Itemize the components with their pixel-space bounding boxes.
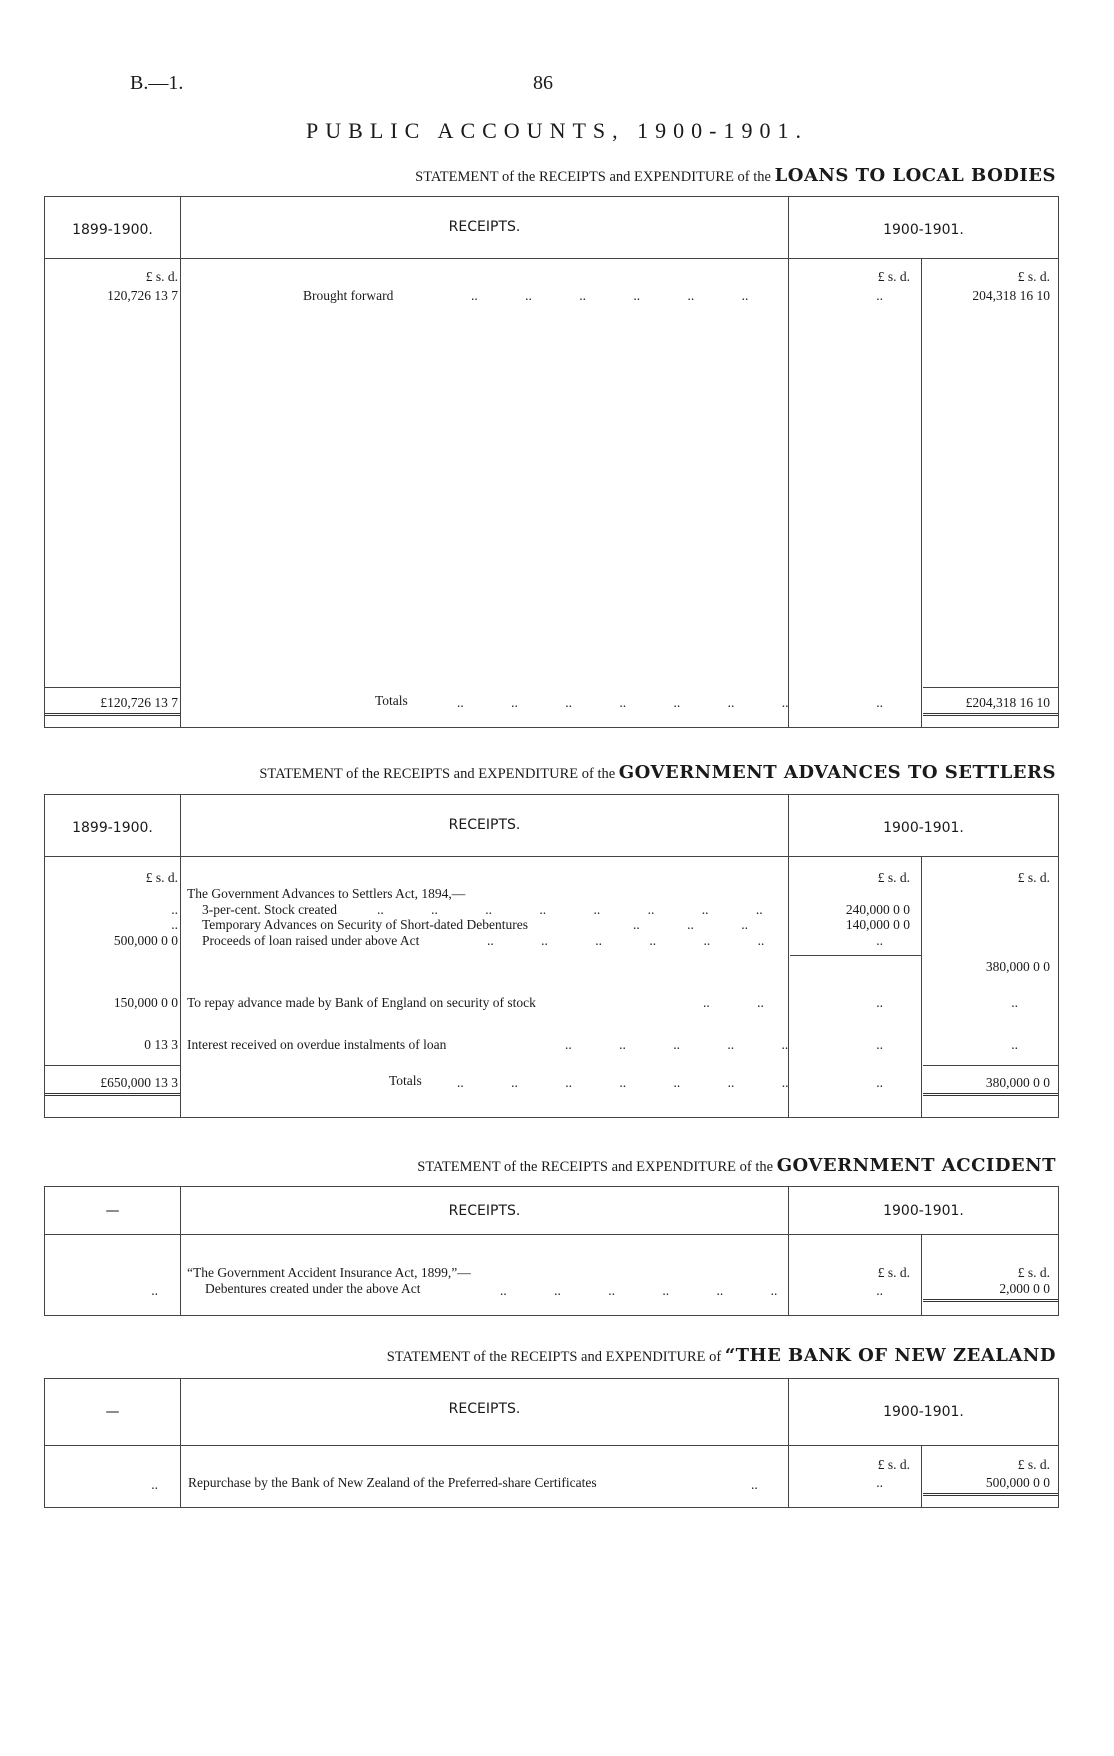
accident-heading bbox=[417, 1155, 1056, 1176]
loans-heading-bold: LOANS TO LOCAL BODIES bbox=[774, 165, 1056, 186]
advances-interest-label: Interest received on overdue instalments of loan bbox=[187, 1037, 447, 1052]
bank-heading-bold: “THE BANK OF NEW ZEALAND bbox=[724, 1345, 1056, 1366]
loans-prev-total: £120,726 13 7 bbox=[100, 695, 178, 710]
loans-mid-total: .. bbox=[876, 695, 883, 710]
advances-prev-total: £650,000 13 3 bbox=[100, 1075, 178, 1090]
loans-heading bbox=[415, 165, 1056, 186]
loans-units-prev: £ s. d. bbox=[145, 269, 178, 284]
advances-interest-leader: .. .. .. .. .. bbox=[565, 1037, 789, 1052]
advances-row2-prev: .. bbox=[171, 917, 178, 932]
bank-row-leader: .. bbox=[751, 1477, 758, 1492]
page-title: PUBLIC ACCOUNTS, 1900-1901. bbox=[306, 118, 808, 143]
loans-brought-leader: .. .. .. .. .. .. bbox=[471, 288, 749, 303]
loans-table bbox=[44, 196, 1059, 728]
advances-row3-mid: .. bbox=[876, 933, 883, 948]
loans-col-curr: 1900-1901. bbox=[883, 222, 964, 238]
bank-heading-prefix: STATEMENT of the RECEIPTS and EXPENDITURE of bbox=[386, 1349, 722, 1365]
advances-totals-leader: .. .. .. .. .. .. .. bbox=[457, 1075, 789, 1090]
bank-units-mid: £ s. d. bbox=[877, 1457, 910, 1472]
advances-units-prev: £ s. d. bbox=[145, 870, 178, 885]
advances-row1-mid: 240,000 0 0 bbox=[845, 902, 910, 917]
accident-col-prev: — bbox=[105, 1203, 120, 1219]
advances-repay-label: To repay advance made by Bank of England on security of stock bbox=[187, 995, 536, 1010]
advances-row2-leader: .. .. .. bbox=[633, 917, 748, 932]
bank-col-prev: — bbox=[105, 1404, 120, 1420]
advances-row3-prev: 500,000 0 0 bbox=[113, 933, 178, 948]
advances-row2-label: Temporary Advances on Security of Short-dated Debentures bbox=[202, 917, 528, 932]
loans-curr-total: £204,318 16 10 bbox=[965, 695, 1050, 710]
accident-mid: .. bbox=[876, 1283, 883, 1298]
bank-mid: .. bbox=[876, 1475, 883, 1490]
loans-totals-label: Totals bbox=[375, 693, 408, 708]
advances-col-curr: 1900-1901. bbox=[883, 820, 964, 836]
accident-heading-bold: GOVERNMENT ACCIDENT bbox=[776, 1155, 1056, 1176]
loans-col-receipts: RECEIPTS. bbox=[448, 219, 521, 235]
loans-heading-prefix: STATEMENT of the RECEIPTS and EXPENDITURE of the bbox=[415, 169, 771, 185]
bank-table bbox=[44, 1378, 1059, 1508]
advances-col-receipts: RECEIPTS. bbox=[448, 817, 521, 833]
advances-mid-total: .. bbox=[876, 1075, 883, 1090]
advances-row3-label: Proceeds of loan raised under above Act bbox=[202, 933, 420, 948]
advances-heading bbox=[259, 762, 1056, 783]
loans-prev-brought: 120,726 13 7 bbox=[107, 288, 178, 303]
bank-row-label: Repurchase by the Bank of New Zealand of the Preferred-share Certificates bbox=[188, 1475, 597, 1490]
advances-table bbox=[44, 794, 1059, 1118]
bank-col-curr: 1900-1901. bbox=[883, 1404, 964, 1420]
advances-row1-prev: .. bbox=[171, 902, 178, 917]
advances-repay-mid: .. bbox=[876, 995, 883, 1010]
advances-units-curr: £ s. d. bbox=[1017, 870, 1050, 885]
bank-curr: 500,000 0 0 bbox=[985, 1475, 1050, 1490]
accident-curr: 2,000 0 0 bbox=[999, 1281, 1050, 1296]
advances-totals-label: Totals bbox=[389, 1073, 422, 1088]
advances-col-prev: 1899-1900. bbox=[72, 820, 153, 836]
loans-brought-label: Brought forward bbox=[303, 288, 394, 303]
advances-row1-label: 3-per-cent. Stock created bbox=[202, 902, 338, 917]
advances-subtotal: 380,000 0 0 bbox=[985, 959, 1050, 974]
advances-repay-curr: .. bbox=[1011, 995, 1018, 1010]
loans-units-curr: £ s. d. bbox=[1017, 269, 1050, 284]
advances-curr-total: 380,000 0 0 bbox=[985, 1075, 1050, 1090]
advances-row3-leader: .. .. .. .. .. .. bbox=[487, 933, 765, 948]
bank-heading bbox=[387, 1345, 1056, 1366]
loans-col-prev: 1899-1900. bbox=[72, 222, 153, 238]
advances-row2-mid: 140,000 0 0 bbox=[845, 917, 910, 932]
loans-totals-leader: .. .. .. .. .. .. .. bbox=[457, 695, 789, 710]
advances-interest-curr: .. bbox=[1011, 1037, 1018, 1052]
accident-act-label: “The Government Accident Insurance Act, 1899,”— bbox=[187, 1265, 471, 1280]
accident-units-mid: £ s. d. bbox=[877, 1265, 910, 1280]
accident-prev: .. bbox=[151, 1283, 158, 1298]
advances-row1-leader: .. .. .. .. .. .. .. .. bbox=[377, 902, 763, 917]
accident-table bbox=[44, 1186, 1059, 1316]
advances-heading-bold: GOVERNMENT ADVANCES TO SETTLERS bbox=[618, 762, 1056, 783]
loans-units-mid: £ s. d. bbox=[877, 269, 910, 284]
loans-mid-brought: .. bbox=[876, 288, 883, 303]
accident-units-curr: £ s. d. bbox=[1017, 1265, 1050, 1280]
bank-prev: .. bbox=[151, 1477, 158, 1492]
accident-row-leader: .. .. .. .. .. .. bbox=[500, 1283, 778, 1298]
page-ref: B.—1. bbox=[130, 72, 184, 94]
advances-act-label: The Government Advances to Settlers Act, 1894,— bbox=[187, 886, 466, 901]
advances-repay-leader: .. .. bbox=[703, 995, 764, 1010]
bank-units-curr: £ s. d. bbox=[1017, 1457, 1050, 1472]
bank-col-receipts: RECEIPTS. bbox=[448, 1401, 521, 1417]
advances-units-mid: £ s. d. bbox=[877, 870, 910, 885]
advances-repay-prev: 150,000 0 0 bbox=[113, 995, 178, 1010]
accident-heading-prefix: STATEMENT of the RECEIPTS and EXPENDITURE of the bbox=[417, 1159, 774, 1175]
accident-col-curr: 1900-1901. bbox=[883, 1203, 964, 1219]
page-number: 86 bbox=[533, 72, 553, 94]
advances-interest-prev: 0 13 3 bbox=[144, 1037, 178, 1052]
accident-row-label: Debentures created under the above Act bbox=[205, 1281, 421, 1296]
advances-interest-mid: .. bbox=[876, 1037, 883, 1052]
accident-col-receipts: RECEIPTS. bbox=[448, 1203, 521, 1219]
loans-curr-brought: 204,318 16 10 bbox=[972, 288, 1050, 303]
advances-heading-prefix: STATEMENT of the RECEIPTS and EXPENDITURE of the bbox=[259, 766, 616, 782]
